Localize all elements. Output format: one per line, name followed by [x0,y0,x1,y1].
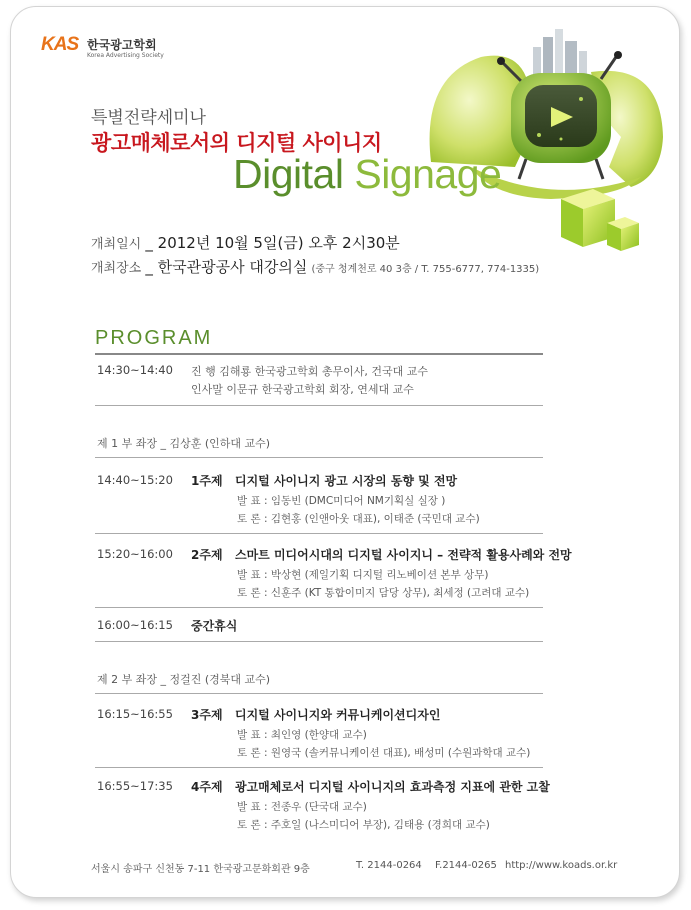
topic2-number: 2주제 [191,548,223,562]
date-value: 2012년 10월 5일(금) 오후 2시30분 [157,234,400,252]
topic4-time: 16:55~17:35 [97,779,173,793]
divider [95,405,543,406]
topic1-title: 디지털 사이니지 광고 시장의 동향 및 전망 [235,474,458,488]
topic4-number: 4주제 [191,780,223,794]
logo-korean-name: 한국광고학회 [87,38,157,52]
divider [95,767,543,768]
topic2-discussant: 토 론 : 신훈주 (KT 통합이미지 담당 상무), 최세정 (고려대 교수) [237,587,530,599]
break-label: 중간휴식 [191,619,238,633]
english-title [233,151,501,198]
topic3-number: 3주제 [191,708,223,722]
topic1-number: 1주제 [191,474,223,488]
footer-tel: T. 2144-0264 [356,860,422,871]
footer-address: 서울시 송파구 신천동 7-11 한국광고문화회관 9층 [91,864,310,875]
footer-url[interactable]: http://www.koads.or.kr [505,860,618,871]
place-detail: (중구 청계천로 40 3층 / T. 755-6777, 774-1335) [311,264,540,275]
logo-english-name: Korea Advertising Society [87,52,164,59]
topic3-time: 16:15~16:55 [97,707,173,721]
topic4-title: 광고매체로서 디지털 사이니지의 효과측정 지표에 관한 고찰 [235,780,550,794]
date-label: 개최일시 [91,237,142,252]
topic4-discussant: 토 론 : 주호일 (나스미디어 부장), 김태용 (경희대 교수) [237,819,490,831]
divider [95,457,543,458]
seminar-title: 광고매체로서의 디지털 사이니지 [91,131,382,155]
topic2-presenter: 발 표 : 박상현 (제일기획 디지털 리노베이션 본부 상무) [237,569,489,581]
place-line: 개최장소 _ 한국관광공사 대강의실 (중구 청계천로 40 3층 / T. 755-6777, 774-1335) [91,258,540,276]
tv-egg-illustration [411,17,669,267]
place-label: 개최장소 [91,261,142,276]
topic2-title: 스마트 미디어시대의 디지털 사이지니 – 전략적 활용사례와 전망 [235,548,572,562]
topic1-time: 14:40~15:20 [97,473,173,487]
topic2-time: 15:20~16:00 [97,547,173,561]
english-title-b: Signage [354,151,502,197]
topic3-presenter: 발 표 : 최인영 (한양대 교수) [237,729,367,741]
session2-chair: 제 2 부 좌장 _ 정걸진 (경북대 교수) [97,673,271,686]
opening-greeting: 인사말 이문규 한국광고학회 회장, 연세대 교수 [191,383,414,396]
divider [95,353,543,355]
break-time: 16:00~16:15 [97,618,173,632]
opening-time: 14:30~14:40 [97,363,173,377]
divider [95,533,543,534]
footer-fax: F.2144-0265 [435,860,497,871]
divider [95,693,543,694]
session1-chair: 제 1 부 좌장 _ 김상훈 (인하대 교수) [97,437,271,450]
topic4-presenter: 발 표 : 전종우 (단국대 교수) [237,801,367,813]
topic1-presenter: 발 표 : 임동빈 (DMC미디어 NM기획실 실장 ) [237,495,446,507]
logo-mark: KAS [41,34,79,55]
seminar-type: 특별전략세미나 [91,108,206,128]
place-value: 한국관광공사 대강의실 [157,258,308,276]
english-title-a: Digital [233,151,344,197]
program-heading: PROGRAM [95,327,213,349]
opening-host: 진 행 김해룡 한국광고학회 총무이사, 건국대 교수 [191,365,428,378]
topic1-discussant: 토 론 : 김현홍 (인앤아웃 대표), 이태준 (국민대 교수) [237,513,480,525]
date-line: 개최일시 _ 2012년 10월 5일(금) 오후 2시30분 [91,234,400,252]
topic3-title: 디지털 사이니지와 커뮤니케이션디자인 [235,708,441,722]
divider [95,641,543,642]
kas-logo [41,34,164,59]
divider [95,607,543,608]
topic3-discussant: 토 론 : 원영국 (솔커뮤니케이션 대표), 배성미 (수원과학대 교수) [237,747,531,759]
poster-card [10,6,680,898]
